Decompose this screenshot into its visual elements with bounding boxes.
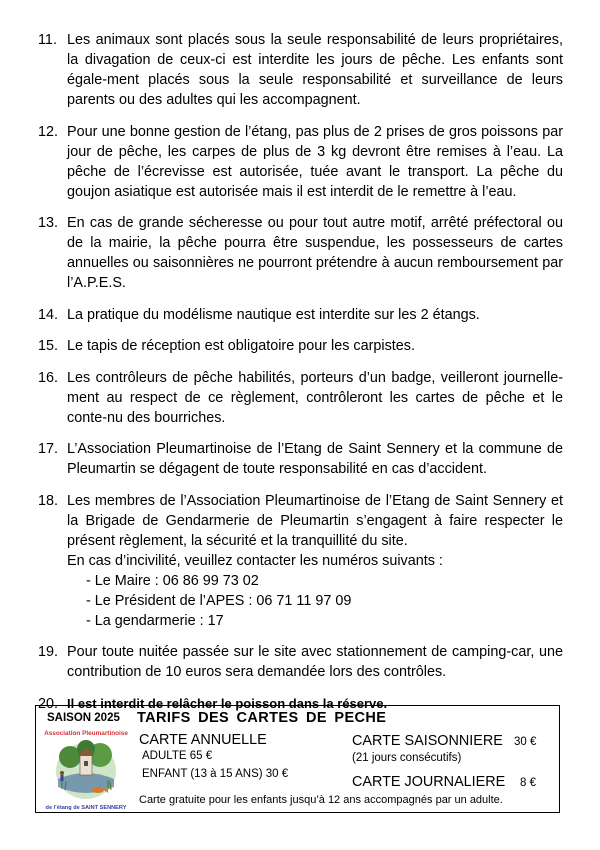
rule-paragraph: L’Association Pleumartinoise de l’Etang de Saint Sennery et la commune de Pleumartin se dégagent de toute responsabilité en cas d’accident. <box>67 441 563 477</box>
tariffs-title: TARIFS DES CARTES DE PECHE <box>137 710 387 726</box>
rule-number: 12. <box>38 123 59 140</box>
rule-number: 19. <box>38 644 59 660</box>
rule-paragraph: Pour toute nuitée passée sur le site avec stationnement de camping-car, une contribution de 10 euros sera demandée lors des contrôles. <box>67 644 563 680</box>
logo-bottom-text: de l’étang de SAINT SENNERY <box>45 805 127 811</box>
rule-item <box>38 305 563 325</box>
association-logo <box>40 727 132 811</box>
rule-text <box>67 30 563 110</box>
rule-item <box>38 30 563 110</box>
contact-list <box>67 571 563 631</box>
rule-item <box>38 491 563 631</box>
contact-item: - La gendarmerie : 17 <box>86 612 224 629</box>
rule-number: 18. <box>38 492 59 509</box>
rule-item <box>38 439 563 479</box>
rule-number: 17. <box>38 441 59 457</box>
rule-paragraph: Pour une bonne gestion de l’étang, pas plus de 2 prises de gros poissons par jour de pêche, les carpes de plus de 3 kg devront être remises à l’eau. La pêche de l’écrevisse est autorisée, tuée avant le transport. La pêche du goujon asiatique est autorisée mais il est interdit de le remettre à l’eau. <box>67 123 563 200</box>
rule-item <box>38 336 563 356</box>
daily-card-label: CARTE JOURNALIERE <box>352 774 506 790</box>
rule-paragraph: La pratique du modélisme nautique est interdite sur les 2 étangs. <box>67 306 480 323</box>
rule-text <box>67 642 563 682</box>
annual-card-label: CARTE ANNUELLE <box>139 732 267 748</box>
rule-number: 14. <box>38 306 59 323</box>
rule-paragraph: Les animaux sont placés sous la seule responsabilité de leurs propriétaires, la divagation de ceux-ci est interdite les jours de pêche. Les enfants sont égale-ment placés sous la seule responsabilité et surveillance de leurs parents ou des adultes qui les accompagnent. <box>67 32 563 108</box>
rule-item <box>38 213 563 293</box>
seasonal-card-note: (21 jours consécutifs) <box>352 752 462 764</box>
contact-item: - Le Maire : 06 86 99 73 02 <box>86 572 259 589</box>
rule-number: 11. <box>38 32 57 48</box>
seasonal-card-label: CARTE SAISONNIERE <box>352 733 503 749</box>
rule-item <box>38 368 563 428</box>
contact-item: - Le Président de l’APES : 06 71 11 97 09 <box>86 592 352 609</box>
seasonal-card-price: 30 € <box>514 736 537 748</box>
rule-number: 20. <box>38 695 59 712</box>
tariffs-box <box>35 705 560 813</box>
child-price: ENFANT (13 à 15 ANS) 30 € <box>142 768 289 780</box>
rule-paragraph: Il est interdit de relâcher le poisson dans la réserve. <box>67 695 388 711</box>
rule-paragraph: Le tapis de réception est obligatoire pour les carpistes. <box>67 338 415 354</box>
rule-number: 16. <box>38 369 59 386</box>
rule-text <box>67 491 563 631</box>
rule-text <box>67 439 563 479</box>
rule-item <box>38 122 563 202</box>
rule-number: 15. <box>38 338 59 354</box>
daily-card-price: 8 € <box>520 777 536 789</box>
logo-top-text: Association Pleumartinoise <box>44 730 128 737</box>
rules-list <box>38 30 563 725</box>
rule-paragraph: En cas de grande sécheresse ou pour tout autre motif, arrêté préfectoral ou de la mairie, la pêche pourra être suspendue, les possesseurs de cartes annuelles ou saisonnières ne pourront prétendre à aucun remboursement par l’A.P.E.S. <box>67 215 563 291</box>
rule-text <box>67 336 563 356</box>
rule-number: 13. <box>38 215 59 231</box>
rule-item <box>38 642 563 682</box>
rule-text <box>67 368 563 428</box>
rule-paragraph: En cas d’incivilité, veuillez contacter les numéros suivants : <box>67 552 443 569</box>
rule-text <box>67 305 563 325</box>
rule-paragraph: Les contrôleurs de pêche habilités, porteurs d’un badge, veilleront journelle-ment au respect de ce règlement, contrôleront les cartes de pêche et le conte-nu des bourriches. <box>67 369 563 426</box>
free-card-note: Carte gratuite pour les enfants jusqu’à 12 ans accompagnés par un adulte. <box>139 794 503 806</box>
season-label: SAISON 2025 <box>47 712 120 724</box>
rule-text <box>67 213 563 293</box>
adult-price: ADULTE 65 € <box>142 750 213 762</box>
rule-text <box>67 122 563 202</box>
rule-paragraph: Les membres de l’Association Pleumartinoise de l’Etang de Saint Sennery et la Brigade de Gendarmerie de Pleumartin s’engagent à faire respecter le présent règlement, la sécurité et la tranquillité du site. <box>67 492 563 549</box>
